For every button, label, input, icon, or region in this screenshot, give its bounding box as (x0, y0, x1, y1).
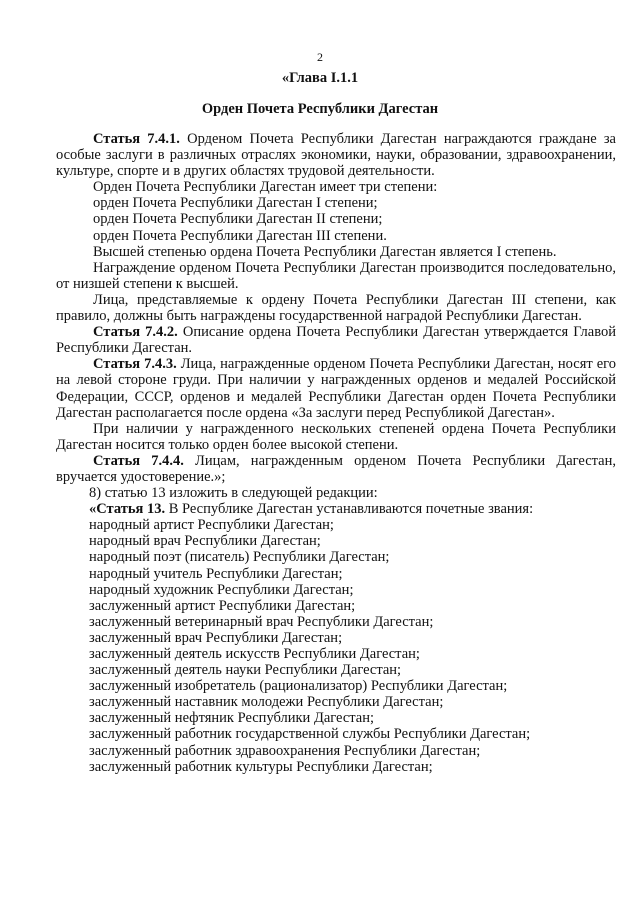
page-number: 2 (317, 50, 323, 64)
degree-item: орден Почета Республики Дагестан III степени. (93, 227, 387, 244)
list-item: заслуженный артист Республики Дагестан; (89, 597, 356, 614)
article-text: В Республике Дагестан устанавливаются почетные звания: (165, 501, 534, 518)
list-item: народный поэт (писатель) Республики Дагестан; (89, 549, 390, 566)
document-body (56, 131, 616, 775)
article-7-4-2 (56, 324, 616, 356)
degrees-intro: Орден Почета Республики Дагестан имеет три степени: (93, 179, 438, 196)
article-7-4-3 (56, 356, 616, 420)
list-item: заслуженный работник государственной службы Республики Дагестан; (89, 726, 531, 743)
article-7-4-4 (56, 453, 616, 485)
article-text: Описание ордена Почета Республики Дагестан утверждается Главой Республики Дагестан. (56, 324, 616, 357)
paragraph-award-sequence: Награждение орденом Почета Республики Дагестан производится последовательно, от низшей степени к высшей. (56, 259, 616, 292)
list-item: народный учитель Республики Дагестан; (89, 565, 343, 582)
degree-item: орден Почета Республики Дагестан II степени; (93, 211, 383, 228)
article-label: Статья 7.4.1. (93, 131, 180, 147)
list-item: народный художник Республики Дагестан; (89, 581, 354, 598)
article-7-4-1 (56, 131, 616, 179)
article-label: Статья 7.4.4. (93, 452, 184, 469)
chapter-title: «Глава I.1.1 (281, 70, 359, 86)
list-item: заслуженный деятель науки Республики Дагестан; (89, 662, 402, 679)
article-13 (56, 501, 616, 517)
list-item: заслуженный нефтяник Республики Дагестан; (89, 710, 374, 727)
list-item: заслуженный ветеринарный врач Республики Дагестан; (89, 613, 434, 630)
article-text: Лица, награжденные орденом Почета Республики Дагестан, носят его на левой стороне груди. При наличии у награжденных орденов и медалей Российской Федерации, СССР, орденов и медалей Республики Дагестан орден Почета Республики Дагестан располагается после ордена «За заслуги перед Республикой Дагестан». (56, 356, 616, 421)
article-label: Статья 7.4.2. (93, 324, 178, 341)
list-item: заслуженный врач Республики Дагестан; (89, 629, 343, 646)
paragraph-several-degrees: При наличии у награжденного нескольких степеней ордена Почета Республики Дагестан носится только орден более высокой степени. (56, 420, 616, 453)
paragraph-nominees: Лица, представляемые к ордену Почета Республики Дагестан III степени, как правило, должны быть награждены государственной наградой Республики Дагестан. (56, 291, 616, 325)
article-label: Статья 7.4.3. (93, 356, 177, 373)
article-text: Орденом Почета Республики Дагестан награждаются граждане за особые заслуги в различных отраслях экономики, науки, образовании, здравоохранении, культуре, спорте и в других областях трудовой деятельности. (56, 131, 616, 180)
degree-item: орден Почета Республики Дагестан I степени; (93, 195, 378, 212)
list-item: заслуженный изобретатель (рационализатор) Республики Дагестан; (89, 678, 508, 695)
list-item: заслуженный наставник молодежи Республики Дагестан; (89, 694, 444, 711)
paragraph-highest-degree: Высшей степенью ордена Почета Республики Дагестан является I степень. (93, 243, 557, 260)
item-8: 8) статью 13 изложить в следующей редакции: (89, 485, 378, 502)
article-text: Лицам, награжденным орденом Почета Республики Дагестан, вручается удостоверение.»; (56, 452, 617, 485)
list-item: заслуженный деятель искусств Республики Дагестан; (89, 646, 420, 662)
list-item: заслуженный работник культуры Республики Дагестан; (89, 758, 433, 775)
list-item: народный артист Республики Дагестан; (89, 517, 334, 534)
opening-quote: « (89, 501, 97, 518)
article-label: Статья 13. (96, 501, 166, 518)
list-item: народный врач Республики Дагестан; (89, 533, 321, 550)
list-item: заслуженный работник здравоохранения Республики Дагестан; (89, 742, 481, 759)
order-title: Орден Почета Республики Дагестан (201, 101, 439, 117)
honorary-titles-list (56, 517, 616, 775)
